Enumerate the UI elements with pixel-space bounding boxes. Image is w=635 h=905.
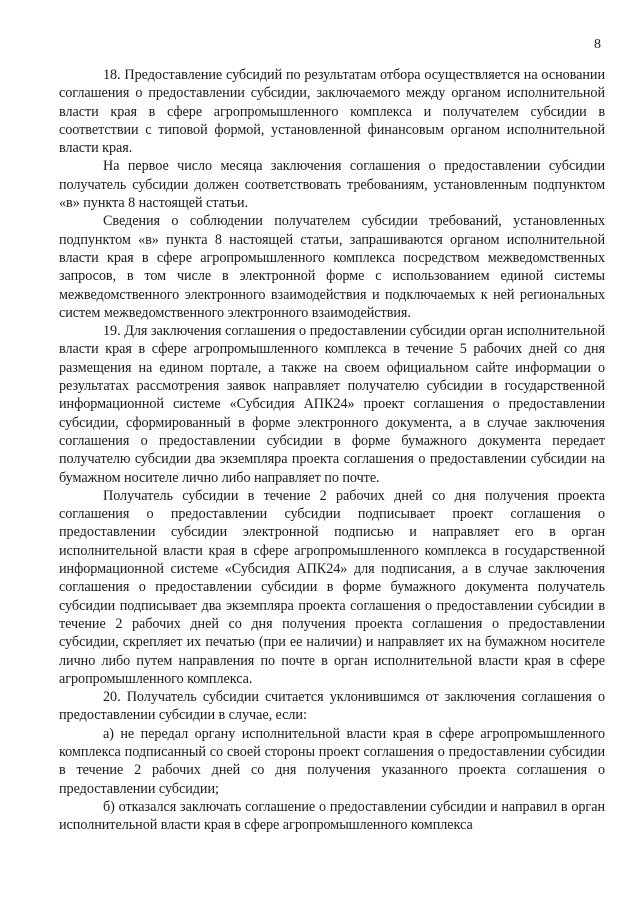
paragraph-18: 18. Предоставление субсидий по результатам отбора осуществляется на основании соглашения о предоставлении субсидии, заключаемого между органом исполнительной власти края в сфере агропромышленного комплекса и получателем субсидии в соответствии с типовой формой, установленной финансовым органом исполнительной власти края. bbox=[59, 67, 605, 157]
paragraph-18-first-day-requirement: На первое число месяца заключения соглашения о предоставлении субсидии получатель субсидии должен соответствовать требованиям, установленным подпунктом «в» пункта 8 настоящей статьи. bbox=[59, 158, 605, 212]
document-body bbox=[59, 66, 605, 834]
paragraph-18-compliance-info: Сведения о соблюдении получателем субсидии требований, установленных подпунктом «в» пункта 8 настоящей статьи, запрашиваются органом исполнительной власти края в сфере агропромышленного комплекса посредством межведомственных запросов, в том числе в электронной форме с использованием единой системы межведомственного электронного взаимодействия и подключаемых к ней региональных систем межведомственного электронного взаимодействия. bbox=[59, 213, 605, 321]
paragraph-19: 19. Для заключения соглашения о предоставлении субсидии орган исполнительной власти края в сфере агропромышленного комплекса в течение 5 рабочих дней со дня размещения на едином портале, а также на своем официальном сайте информации о результатах рассмотрения заявок направляет получателю субсидии в государственной информационной системе «Субсидия АПК24» проект соглашения о предоставлении субсидии, сформированный в форме электронного документа, а в случае заключения соглашения о предоставлении субсидии в форме бумажного документа передает получателю субсидии два экземпляра проекта соглашения о предоставлении субсидии на бумажном носителе лично либо направляет по почте. bbox=[59, 323, 605, 486]
page-number: 8 bbox=[594, 37, 601, 52]
paragraph-19-recipient-signing: Получатель субсидии в течение 2 рабочих дней со дня получения проекта соглашения о предоставлении субсидии подписывает проект соглашения о предоставлении субсидии электронной подписью и направляет его в орган исполнительной власти края в сфере агропромышленного комплекса в государственной информационной системе «Субсидия АПК24» для подписания, а в случае заключения соглашения о предоставлении субсидии в форме бумажного документа получатель субсидии подписывает два экземпляра проекта соглашения о предоставлении субсидии в течение 2 рабочих дней со дня получения проекта соглашения о предоставлении субсидии, скрепляет их печатью (при ее наличии) и направляет их на бумажном носителе лично либо путем направления по почте в орган исполнительной власти края в сфере агропромышленного комплекса. bbox=[59, 487, 605, 687]
paragraph-20-item-a: а) не передал органу исполнительной власти края в сфере агропромышленного комплекса подписанный со своей стороны проект соглашения о предоставлении субсидии в течение 2 рабочих дней со дня получения указанного проекта соглашения о предоставлении субсидии; bbox=[59, 725, 605, 797]
paragraph-20-item-b: б) отказался заключать соглашение о предоставлении субсидии и направил в орган исполнительной власти края в сфере агропромышленного комплекса bbox=[59, 798, 605, 834]
paragraph-20: 20. Получатель субсидии считается уклонившимся от заключения соглашения о предоставлении субсидии в случае, если: bbox=[59, 689, 605, 724]
